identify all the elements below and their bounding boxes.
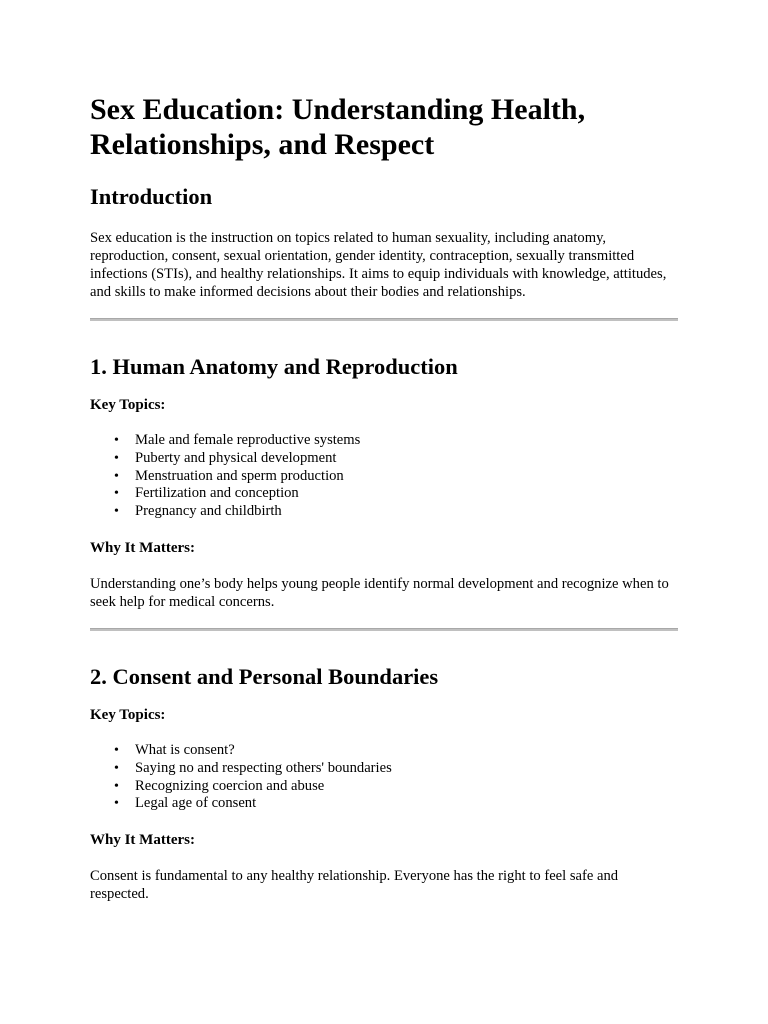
list-item: • Puberty and physical development [135,450,678,468]
list-item: • Male and female reproductive systems [135,432,678,450]
list-item: • What is consent? [135,742,678,760]
key-topics-list [90,742,678,813]
introduction-heading: Introduction [90,184,213,209]
why-it-matters-paragraph: Consent is fundamental to any healthy relationship. Everyone has the right to feel safe and respected. [90,868,619,903]
key-topics-list [90,432,678,521]
why-it-matters-label: Why It Matters: [90,832,195,849]
list-item: • Menstruation and sperm production [135,468,678,486]
document-title: Sex Education: Understanding Health, Relationships, and Respect [90,93,586,161]
list-item: • Saying no and respecting others' boundaries [135,760,678,778]
list-item: • Recognizing coercion and abuse [135,778,678,796]
key-topics-label: Key Topics: [90,397,166,413]
horizontal-rule [90,628,678,631]
section-heading-anatomy: 1. Human Anatomy and Reproduction [90,354,458,379]
introduction-paragraph: Sex education is the instruction on topics related to human sexuality, including anatomy, reproduction, consent, sexual orientation, gender identity, contraception, sexually transmitted infections (STIs), and healthy relationships. It aims to equip individuals with knowledge, attitudes, and skills to make informed decisions about their bodies and relationships. [90,230,667,300]
horizontal-rule [90,318,678,321]
list-item: • Legal age of consent [135,795,678,813]
why-it-matters-label: Why It Matters: [90,539,195,556]
section-heading-consent: 2. Consent and Personal Boundaries [90,663,439,689]
list-item: • Pregnancy and childbirth [135,503,678,521]
key-topics-label: Key Topics: [90,706,166,723]
list-item: • Fertilization and conception [135,485,678,503]
why-it-matters-paragraph: Understanding one’s body helps young people identify normal development and recognize when to seek help for medical concerns. [90,575,669,610]
